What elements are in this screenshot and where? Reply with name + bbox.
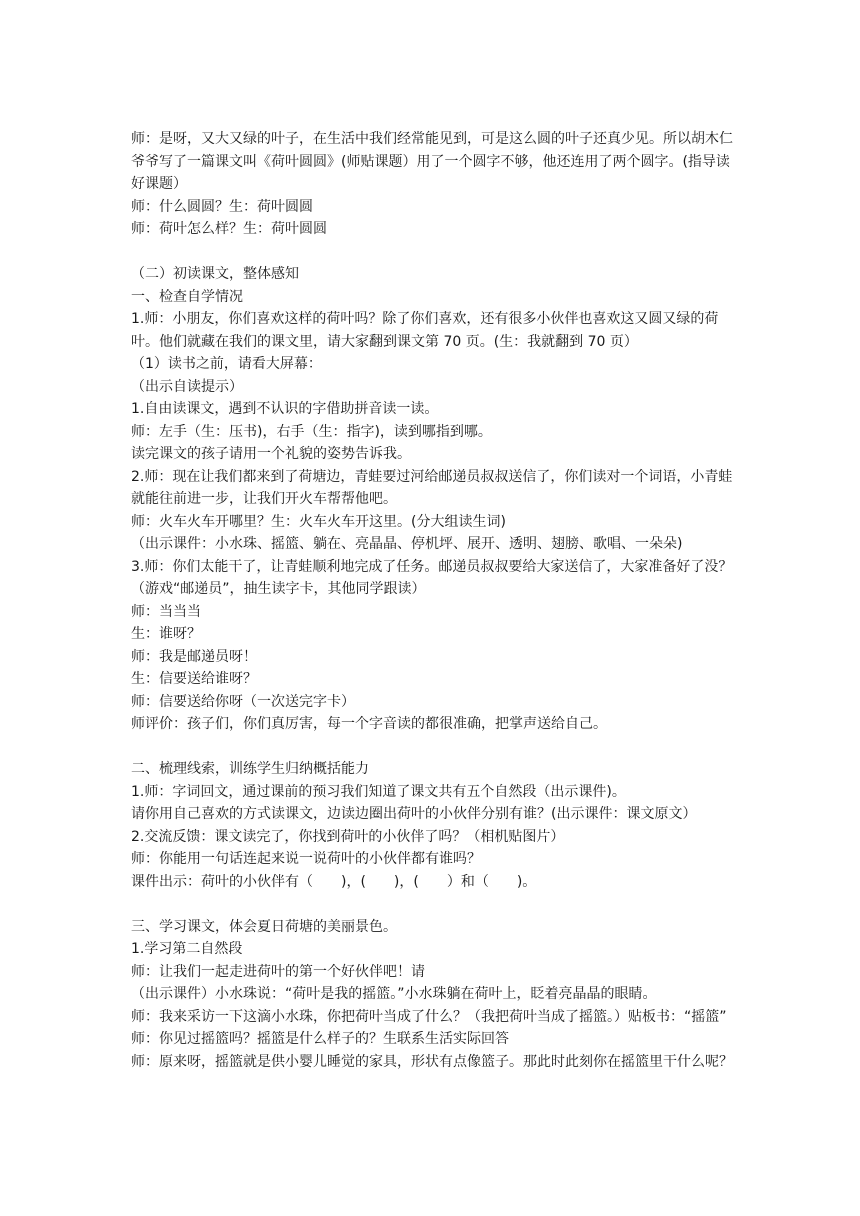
paragraph: 3.师：你们太能干了，让青蛙顺利地完成了任务。邮递员叔叔要给大家送信了，大家准备好了没？（游戏“邮递员”，抽生读字卡，其他同学跟读）	[131, 558, 733, 597]
blank-line	[131, 241, 743, 264]
document-body	[131, 128, 743, 1073]
paragraph: 师：你见过摇篮吗？摇篮是什么样子的？生联系生活实际回答	[131, 1031, 509, 1047]
paragraph: 师：你能用一句话连起来说一说荷叶的小伙伴都有谁吗？	[131, 851, 481, 867]
paragraph: 师：信要送给你呀（一次送完字卡）	[131, 693, 355, 710]
paragraph: 读完课文的孩子请用一个礼貌的姿势告诉我。	[131, 446, 411, 462]
section-heading: 三、学习课文，体会夏日荷塘的美丽景色。	[131, 918, 397, 935]
paragraph: 1.学习第二自然段	[131, 941, 243, 957]
paragraph: 1.自由读课文，遇到不认识的字借助拼音读一读。	[131, 401, 439, 417]
blank-line	[131, 893, 743, 916]
paragraph: 师：我来采访一下这滴小水珠，你把荷叶当成了什么？（我把荷叶当成了摇篮。）贴板书：“摇篮”	[131, 1008, 727, 1025]
paragraph: 师：让我们一起走进荷叶的第一个好伙伴吧！请	[131, 963, 425, 980]
paragraph: 1.师：字词回文，通过课前的预习我们知道了课文共有五个自然段（出示课件)。	[131, 783, 626, 800]
paragraph: 2.师：现在让我们都来到了荷塘边，青蛙要过河给邮递员叔叔送信了，你们读对一个词语，小青蛙就能往前进一步，让我们开火车帮帮他吧。	[131, 468, 733, 507]
section-heading: 二、梳理线索，训练学生归纳概括能力	[131, 761, 369, 777]
paragraph: 师：我是邮递员呀！	[131, 648, 257, 665]
paragraph: 师：什么圆圆？生：荷叶圆圆	[131, 198, 313, 215]
paragraph: 师：左手（生：压书)，右手（生：指字)，读到哪指到哪。	[131, 423, 492, 440]
paragraph: 课件出示：荷叶的小伙伴有（ )，( )，( ）和（ )。	[131, 873, 537, 890]
paragraph: 生：谁呀？	[131, 626, 201, 642]
blank-line	[131, 736, 743, 759]
paragraph: 1.师：小朋友，你们喜欢这样的荷叶吗？除了你们喜欢，还有很多小伙伴也喜欢这又圆又绿的荷叶。他们就藏在我们的课文里，请大家翻到课文第 70 页。(生：我就翻到 70 页）	[131, 311, 719, 350]
paragraph: （出示课件：小水珠、摇篮、躺在、亮晶晶、停机坪、展开、透明、翅膀、歌唱、一朵朵)	[131, 536, 683, 552]
paragraph: 生：信要送给谁呀？	[131, 671, 257, 687]
paragraph: 师：荷叶怎么样？生：荷叶圆圆	[131, 221, 327, 237]
paragraph: 师：火车火车开哪里？生：火车火车开这里。(分大组读生词)	[131, 513, 506, 530]
paragraph: 师：原来呀，摇篮就是供小婴儿睡觉的家具，形状有点像篮子。那此时此刻你在摇篮里干什么呢？	[131, 1053, 733, 1070]
paragraph: 2.交流反馈：课文读完了，你找到荷叶的小伙伴了吗？（相机贴图片）	[131, 828, 565, 845]
paragraph: （出示自读提示）	[131, 378, 243, 395]
paragraph: （1）读书之前，请看大屏幕：	[131, 356, 322, 372]
paragraph: （出示课件）小水珠说：“荷叶是我的摇篮。”小水珠躺在荷叶上，眨着亮晶晶的眼睛。	[131, 986, 657, 1002]
section-heading: （二）初读课文，整体感知	[131, 266, 299, 282]
paragraph: 师：当当当	[131, 603, 201, 620]
paragraph: 请你用自己喜欢的方式读课文，边读边圈出荷叶的小伙伴分别有谁？(出示课件：课文原文）	[131, 806, 697, 822]
section-heading: 一、检查自学情况	[131, 288, 243, 305]
paragraph: 师评价：孩子们，你们真厉害，每一个字音读的都很准确，把掌声送给自己。	[131, 716, 607, 732]
paragraph: 师：是呀，又大又绿的叶子，在生活中我们经常能见到，可是这么圆的叶子还真少见。所以胡木仁爷爷写了一篇课文叫《荷叶圆圆》(师贴课题）用了一个圆字不够，他还连用了两个圆字。(指导读好课题）	[131, 131, 733, 192]
